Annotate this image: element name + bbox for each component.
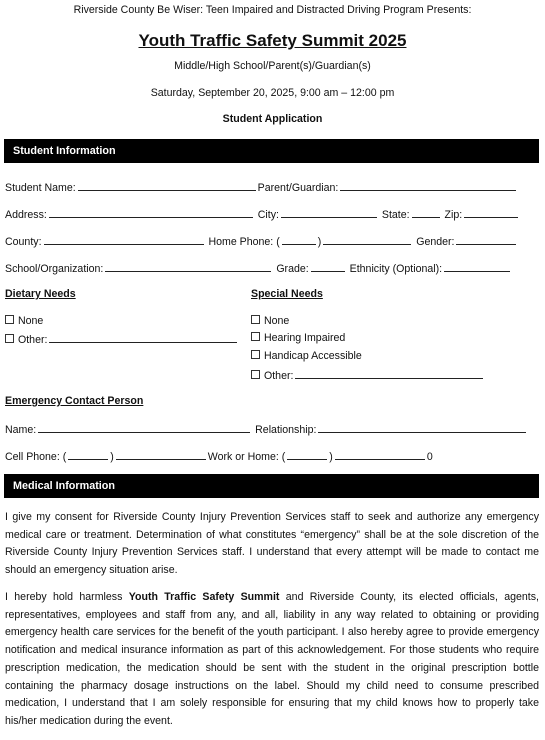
special-other-option[interactable] bbox=[251, 368, 485, 382]
cell-paren: ) bbox=[110, 451, 114, 463]
zip-label: Zip: bbox=[444, 209, 463, 221]
relationship-label: Relationship: bbox=[255, 424, 317, 436]
option-label: Handicap Accessible bbox=[264, 350, 362, 362]
zip-field[interactable] bbox=[464, 207, 518, 218]
grade-label: Grade: bbox=[276, 263, 309, 275]
form-name: Student Application bbox=[222, 113, 323, 125]
school-label: School/Organization: bbox=[5, 263, 104, 275]
ethnicity-field[interactable] bbox=[444, 261, 510, 272]
relationship-field[interactable] bbox=[318, 422, 526, 433]
student-name-label: Student Name: bbox=[5, 182, 76, 194]
address-label: Address: bbox=[5, 209, 47, 221]
city-field[interactable] bbox=[281, 207, 377, 218]
student-name-row bbox=[5, 180, 518, 194]
cell-phone-label: Cell Phone: ( bbox=[5, 451, 67, 463]
release-text-rest: and Riverside County, its elected officials, agents, representatives, employees and staff from any, and all, liability in any way related to obtaining or providing emergency health care services for the benefit of the youth participant. I also hereby agree to provide emergency notification and medical insurance information as part of this acknowledgement. For those students who require prescription medication, the medication should be sent with the student in the original prescription bottle containing the pharmacy dosage instructions on the label. Should my child need to consume prescribed medication, I understand that I am solely responsible for ensuring that my child knows how to properly take his/her medication during the event. bbox=[5, 591, 539, 727]
event-date: Saturday, September 20, 2025, 9:00 am – 12:00 pm bbox=[150, 87, 395, 99]
special-handicap-option[interactable] bbox=[251, 350, 362, 362]
county-field[interactable] bbox=[44, 234, 204, 245]
checkbox[interactable] bbox=[251, 315, 260, 324]
ethnicity-label: Ethnicity (Optional): bbox=[349, 263, 443, 275]
checkbox[interactable] bbox=[5, 334, 14, 343]
school-field[interactable] bbox=[105, 261, 271, 272]
option-label: None bbox=[264, 315, 290, 327]
trailing-text: 0 bbox=[426, 451, 433, 463]
city-label: City: bbox=[257, 209, 279, 221]
checkbox[interactable] bbox=[251, 332, 260, 341]
cell-phone-field[interactable] bbox=[116, 449, 206, 460]
grade-field[interactable] bbox=[311, 261, 345, 272]
state-field[interactable] bbox=[412, 207, 440, 218]
cell-area-field[interactable] bbox=[68, 449, 108, 460]
option-label: None bbox=[18, 315, 44, 327]
student-info-heading: Student Information bbox=[4, 139, 539, 163]
special-none-option[interactable] bbox=[251, 315, 289, 327]
dietary-none-option[interactable] bbox=[5, 315, 43, 327]
checkbox[interactable] bbox=[251, 370, 260, 379]
emergency-name-row bbox=[5, 422, 528, 436]
address-row bbox=[5, 207, 520, 221]
option-label: Other: bbox=[18, 334, 48, 346]
release-text-start: I hereby hold harmless bbox=[5, 591, 129, 603]
dietary-other-field[interactable] bbox=[49, 332, 237, 343]
work-phone-label: Work or Home: ( bbox=[207, 451, 286, 463]
emergency-phone-row bbox=[5, 449, 433, 463]
special-hearing-option[interactable] bbox=[251, 332, 345, 344]
county-label: County: bbox=[5, 236, 42, 248]
option-label: Hearing Impaired bbox=[264, 332, 346, 344]
special-other-field[interactable] bbox=[295, 368, 483, 379]
home-phone-area-field[interactable] bbox=[282, 234, 316, 245]
emergency-heading: Emergency Contact Person bbox=[5, 395, 144, 407]
state-label: State: bbox=[381, 209, 410, 221]
release-paragraph bbox=[5, 589, 539, 731]
address-field[interactable] bbox=[49, 207, 253, 218]
audience-line: Middle/High School/Parent(s)/Guardian(s) bbox=[174, 60, 371, 72]
student-name-field[interactable] bbox=[78, 180, 256, 191]
special-heading: Special Needs bbox=[251, 288, 323, 300]
home-phone-field[interactable] bbox=[323, 234, 411, 245]
emergency-name-label: Name: bbox=[5, 424, 37, 436]
presenter-line: Riverside County Be Wiser: Teen Impaired and Distracted Driving Program Presents: bbox=[73, 4, 472, 16]
work-phone-field[interactable] bbox=[335, 449, 425, 460]
medical-info-heading: Medical Information bbox=[4, 474, 539, 498]
work-paren: ) bbox=[329, 451, 333, 463]
option-label: Other: bbox=[264, 370, 294, 382]
parent-label: Parent/Guardian: bbox=[257, 182, 339, 194]
home-phone-paren: ) bbox=[317, 236, 322, 248]
consent-paragraph: I give my consent for Riverside County Injury Prevention Services staff to seek and authorize any emergency medical care or treatment. Determination of what constitutes “emergency” shall be at the sole discretion of the Riverside County Injury Prevention Services staff. I understand that every attempt will be made to contact me should an emergency situation arise. bbox=[5, 511, 539, 577]
work-area-field[interactable] bbox=[287, 449, 327, 460]
page-title: Youth Traffic Safety Summit 2025 bbox=[138, 31, 407, 50]
parent-field[interactable] bbox=[340, 180, 516, 191]
county-row bbox=[5, 234, 518, 248]
checkbox[interactable] bbox=[251, 350, 260, 359]
emergency-name-field[interactable] bbox=[38, 422, 250, 433]
dietary-other-option[interactable] bbox=[5, 332, 239, 346]
gender-field[interactable] bbox=[456, 234, 516, 245]
gender-label: Gender: bbox=[416, 236, 455, 248]
checkbox[interactable] bbox=[5, 315, 14, 324]
release-text-bold: Youth Traffic Safety Summit bbox=[128, 591, 280, 603]
home-phone-label: Home Phone: ( bbox=[208, 236, 280, 248]
school-row bbox=[5, 261, 512, 275]
dietary-heading: Dietary Needs bbox=[5, 288, 76, 300]
